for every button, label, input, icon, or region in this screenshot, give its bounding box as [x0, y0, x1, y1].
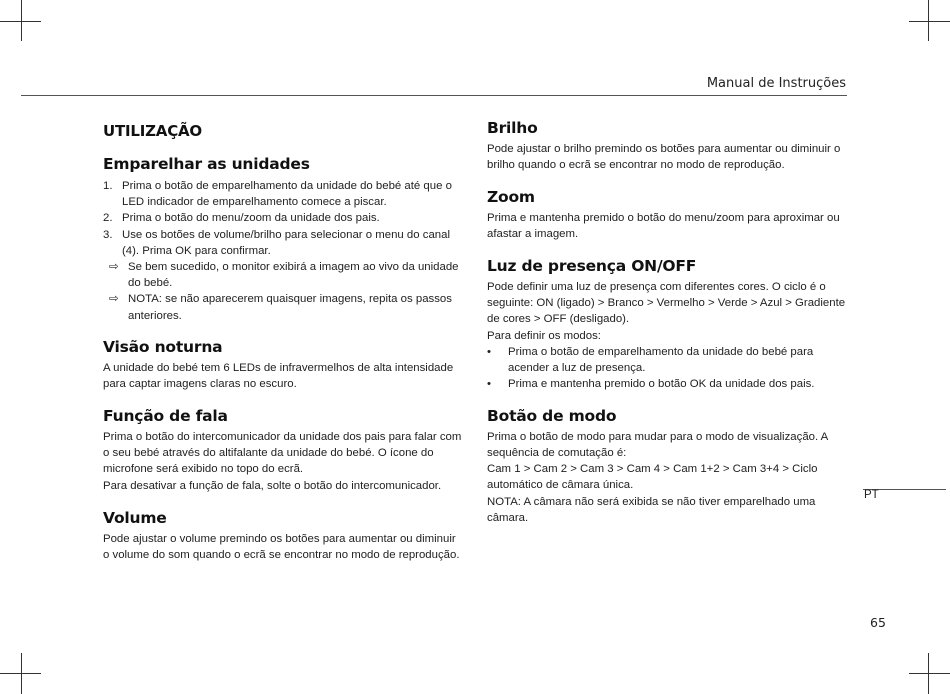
crop-mark — [928, 0, 929, 41]
heading-volume: Volume — [103, 509, 167, 527]
header-title: Manual de Instruções — [706, 76, 846, 91]
list-item: 1. Prima o botão de emparelhamento da unidade do bebé até que o LED indicador de emparelhamento comece a piscar. — [103, 180, 452, 209]
crop-mark — [909, 673, 950, 674]
language-tab: PT — [864, 489, 879, 501]
list-item: ⇨ NOTA: se não aparecerem quaisquer imagens, repita os passos anteriores. — [109, 293, 452, 322]
page-number: 65 — [870, 615, 886, 630]
mode-button-text-3: NOTA: A câmara não será exibida se não tiver emparelhado uma câmara. — [487, 496, 816, 525]
arrow-icon: ⇨ — [109, 261, 119, 273]
heading-mode-button: Botão de modo — [487, 407, 617, 425]
heading-pairing: Emparelhar as unidades — [103, 155, 310, 173]
heading-night-vision: Visão noturna — [103, 338, 223, 356]
talk-text: Prima o botão do intercomunicador da unidade dos pais para falar com o seu bebé através do altifalante da unidade do bebé. O ícone do microfone será exibido no topo do ecrã. — [103, 431, 462, 476]
volume-text: Pode ajustar o volume premindo os botões para aumentar ou diminuir o volume do som quando o ecrã se encontrar no modo de reprodução. — [103, 533, 460, 562]
section-title-utilizacao: UTILIZAÇÃO — [103, 122, 202, 140]
heading-night-light: Luz de presença ON/OFF — [487, 257, 697, 275]
mode-button-text: Prima o botão de modo para mudar para o modo de visualização. A sequência de comutação é: — [487, 431, 828, 460]
bullet-icon: • — [487, 346, 491, 358]
brightness-text: Pode ajustar o brilho premindo os botões para aumentar ou diminuir o brilho quando o ecrã se encontrar no modo de reprodução. — [487, 143, 841, 172]
arrow-icon: ⇨ — [109, 293, 119, 306]
pairing-steps — [103, 178, 465, 259]
list-item: • Prima e mantenha premido o botão OK da unidade dos pais. — [487, 376, 847, 392]
heading-brightness: Brilho — [487, 119, 538, 137]
crop-mark — [928, 653, 929, 694]
mode-button-text-2: Cam 1 > Cam 2 > Cam 3 > Cam 4 > Cam 1+2 > Cam 3+4 > Ciclo automático de câmara única. — [487, 463, 818, 492]
pairing-results — [103, 259, 465, 324]
crop-mark — [21, 0, 22, 41]
header-divider — [21, 95, 847, 96]
list-item: ⇨ Se bem sucedido, o monitor exibirá a imagem ao vivo da unidade do bebé. — [109, 261, 459, 290]
crop-mark — [909, 21, 950, 22]
zoom-text: Prima e mantenha premido o botão do menu/zoom para aproximar ou afastar a imagem. — [487, 212, 840, 241]
night-light-text-2: Para definir os modos: — [487, 330, 601, 342]
list-item: 3. Use os botões de volume/brilho para selecionar o menu do canal (4). Prima OK para confirmar. — [103, 228, 450, 257]
night-light-bullets — [487, 344, 847, 393]
talk-text-2: Para desativar a função de fala, solte o botão do intercomunicador. — [103, 480, 442, 492]
crop-mark — [21, 653, 22, 694]
list-item: 2. Prima o botão do menu/zoom da unidade dos pais. — [103, 212, 380, 225]
night-light-text: Pode definir uma luz de presença com diferentes cores. O ciclo é o seguinte: ON (ligado) > Branco > Vermelho > Verde > Azul > Gradiente de cores > OFF (desligado). — [487, 281, 846, 326]
night-vision-text: A unidade do bebé tem 6 LEDs de infravermelhos de alta intensidade para captar imagens claras no escuro. — [103, 362, 454, 391]
bullet-icon: • — [487, 378, 491, 391]
heading-talk: Função de fala — [103, 407, 228, 425]
list-item: • Prima o botão de emparelhamento da unidade do bebé para acender a luz de presença. — [487, 346, 814, 375]
heading-zoom: Zoom — [487, 188, 535, 206]
